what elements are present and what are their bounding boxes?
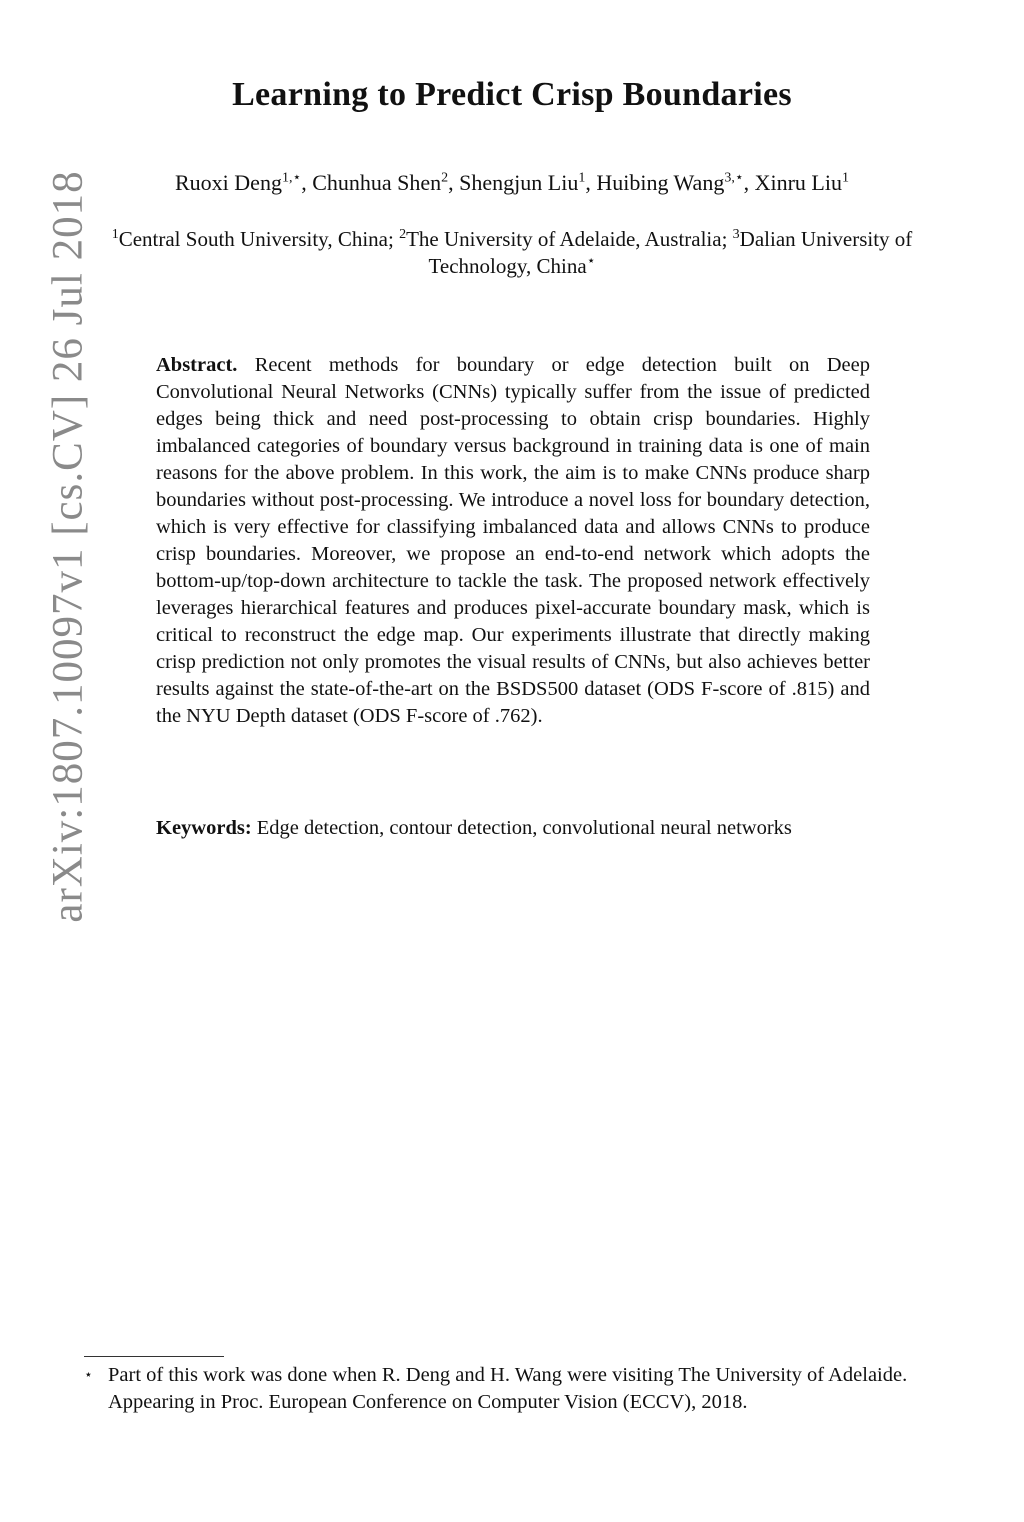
affiliation-number: 2 [399,227,407,242]
author-affiliation-mark: 2 [441,170,449,186]
abstract-label: Abstract. [156,354,238,376]
affiliation-list [80,226,944,280]
author-affiliation-mark: 1 [578,170,586,186]
paper-title: Learning to Predict Crisp Boundaries [232,76,792,113]
affiliation-text: The University of Adelaide, Australia; [406,227,728,251]
author-name: Shengjun Liu [459,170,579,195]
affiliation-text: Dalian University of Technology, China [428,227,913,278]
affiliation-number: 1 [111,227,119,242]
author-separator: , [743,170,755,195]
author [175,170,301,195]
affiliation-text: Central South University, China; [118,227,394,251]
author [596,170,743,195]
author [312,170,448,195]
author-separator: , [448,170,460,195]
author-list [60,170,964,196]
keywords [156,815,870,842]
author-affiliation-mark: 1 [841,170,849,186]
author-name: Chunhua Shen [312,170,442,195]
keywords-label: Keywords: [156,817,252,839]
footnote [84,1362,944,1416]
author-separator: , [585,170,597,195]
author-name: Huibing Wang [596,170,725,195]
footnote-divider [84,1356,224,1357]
abstract-text: Recent methods for boundary or edge detection built on Deep Convolutional Neural Networks (CNNs) typically suffer from the issue of predicted edges being thick and need post-processing to obtain crisp boundaries. Highly imbalanced categories of boundary versus background in training data is one of main reasons for the above problem. In this work, the aim is to make CNNs produce sharp boundaries without post-processing. We introduce a novel loss for boundary detection, which is very effective for classifying imbalanced data and allows CNNs to produce crisp boundaries. Moreover, we propose an end-to-end network which adopts the bottom-up/top-down architecture to tackle the task. The proposed network effectively leverages hierarchical features and produces pixel-accurate boundary mask, which is critical to reconstruct the edge map. Our experiments illustrate that directly making crisp prediction not only promotes the visual results of CNNs, but also achieves better results against the state-of-the-art on the BSDS500 dataset (ODS F-score of .815) and the NYU Depth dataset (ODS F-score of .762). [156,354,870,727]
author [755,170,849,195]
author-separator: , [301,170,313,195]
author-affiliation-mark: 1,⋆ [281,170,302,186]
footnote-text: Part of this work was done when R. Deng and H. Wang were visiting The University of Adelaide. Appearing in Proc. European Conference on Computer Vision (ECCV), 2018. [108,1364,908,1413]
author [459,170,585,195]
author-name: Xinru Liu [754,170,842,195]
affiliation-number: 3 [732,227,740,242]
author-name: Ruoxi Deng [175,170,282,195]
affiliation-star-mark: ⋆ [586,254,596,269]
abstract [156,352,870,730]
author-affiliation-mark: 3,⋆ [724,170,744,186]
keywords-text: Edge detection, contour detection, convolutional neural networks [256,817,792,839]
footnote-mark: ⋆ [84,1368,93,1383]
arxiv-identifier-stamp: arXiv:1807.10097v1 [cs.CV] 26 Jul 2018 [44,170,92,923]
